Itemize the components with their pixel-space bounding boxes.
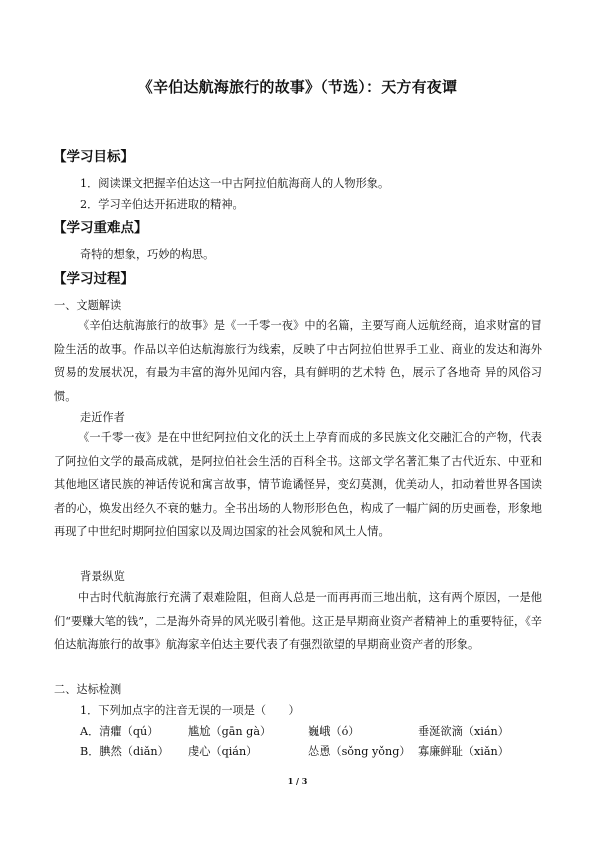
option-a-4: 垂涎欲滴（xián） bbox=[418, 725, 509, 738]
option-b-2: 虔心（qián） bbox=[188, 745, 258, 758]
author-label: 走近作者 bbox=[80, 411, 125, 424]
goal-item-2: 2．学习辛伯达开拓进取的精神。 bbox=[80, 198, 244, 211]
background-label: 背景纵览 bbox=[80, 570, 125, 583]
paragraph-title-intro: 《辛伯达航海旅行的故事》是《一千零一夜》中的名篇，主要写商人远航经商，追求财富的冒险生活的故事。作品以辛伯达航海旅行为线索，反映了中古阿拉伯世界手工业、商业的发达和海外贸易的发展状况，有最为丰富的海外见闻内容，具有鲜明的艺术特 色，展示了各地奇 异的风俗习惯。 bbox=[54, 319, 542, 403]
option-b-3: 怂恿（sǒng yǒng） bbox=[308, 745, 411, 758]
key-points-text: 奇特的想象，巧妙的构思。 bbox=[80, 248, 215, 261]
goal-item-1: 1．阅读课文把握辛伯达这一中古阿拉伯航海商人的人物形象。 bbox=[80, 177, 390, 190]
paragraph-author: 《一千零一夜》是在中世纪阿拉伯文化的沃土上孕育而成的多民族文化交融汇合的产物，代表了阿拉伯文学的最高成就，是阿拉伯社会生活的百科全书。这部文学名著汇集了古代近东、中亚和其他地区诸民族的神话传说和寓言故事，情节诡谲怪异，变幻莫测，优美动人，扣动着世界各国读者的心，焕发出经久不衰的魅力。全书出场的人物形形色色，构成了一幅广阔的历史画卷，形象地再现了中世纪时期阿拉伯国家以及周边国家的社会风貌和风土人情。 bbox=[54, 431, 542, 539]
page-number: 1 / 3 bbox=[287, 776, 308, 786]
process-heading: 【学习过程】 bbox=[53, 271, 134, 287]
option-a-2: 尴尬（gān gà） bbox=[188, 725, 272, 738]
paragraph-background: 中古时代航海旅行充满了艰难险阻，但商人总是一而再再而三地出航，这有两个原因，一是他们“要赚大笔的钱”，二是海外奇异的风光吸引着他。这正是早期商业资产者精神上的重要特征，《辛伯达航海旅行的故事》航海家辛伯达主要代表了有强烈欲望的早期商业资产者的形象。 bbox=[54, 591, 542, 652]
page-title: 《辛伯达航海旅行的故事》（节选）：天方有夜谭 bbox=[137, 78, 458, 96]
goals-heading: 【学习目标】 bbox=[53, 149, 134, 165]
option-a-3: 巍峨（ó） bbox=[308, 725, 360, 738]
question-1: 1．下列加点字的注音无误的一项是（ ） bbox=[80, 704, 300, 717]
part1-label: 一、文题解读 bbox=[54, 299, 122, 312]
part2-label: 二、达标检测 bbox=[54, 683, 122, 696]
option-b-1: B．腆然（diǎn） bbox=[80, 745, 169, 758]
option-b-4: 寡廉鲜耻（xiǎn） bbox=[418, 745, 509, 758]
option-a-1: A．清癯（qú） bbox=[80, 725, 159, 738]
key-points-heading: 【学习重难点】 bbox=[53, 220, 148, 236]
